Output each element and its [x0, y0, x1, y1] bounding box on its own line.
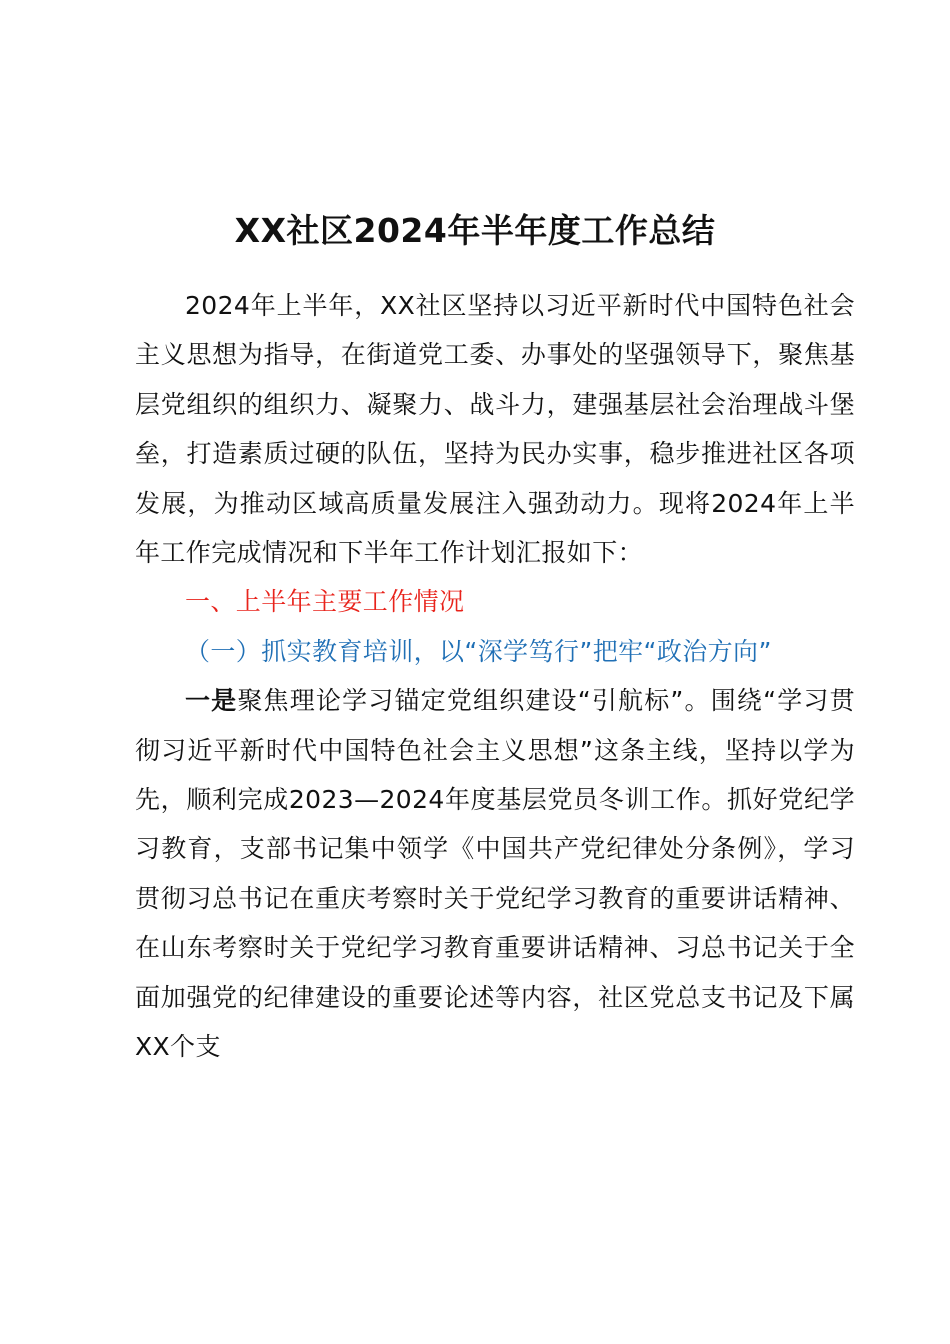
section-heading-2: （一）抓实教育培训，以“深学笃行”把牢“政治方向” [185, 636, 772, 666]
paragraph-1 [135, 676, 855, 1071]
section-heading-1: 一、上半年主要工作情况 [185, 587, 465, 617]
paragraph-1-lead: 一是 [185, 686, 238, 716]
intro-paragraph: 2024年上半年，XX社区坚持以习近平新时代中国特色社会主义思想为指导，在街道党工委、办事处的坚强领导下，聚焦基层党组织的组织力、凝聚力、战斗力，建强基层社会治理战斗堡垒，打造素质过硬的队伍，坚持为民办实事，稳步推进社区各项发展，为推动区域高质量发展注入强劲动力。现将2024年上半年工作完成情况和下半年工作计划汇报如下： [135, 291, 855, 568]
document-title: XX社区2024年半年度工作总结 [234, 211, 716, 250]
paragraph-1-text: 聚焦理论学习锚定党组织建设“引航标”。围绕“学习贯彻习近平新时代中国特色社会主义思想”这条主线，坚持以学为先，顺利完成2023—2024年度基层党员冬训工作。抓好党纪学习教育，支部书记集中领学《中国共产党纪律处分条例》，学习贯彻习总书记在重庆考察时关于党纪学习教育的重要讲话精神、在山东考察时关于党纪学习教育重要讲话精神、习总书记关于全面加强党的纪律建设的重要论述等内容，社区党总支书记及下属XX个支 [135, 686, 855, 1062]
document-body [135, 281, 855, 1072]
